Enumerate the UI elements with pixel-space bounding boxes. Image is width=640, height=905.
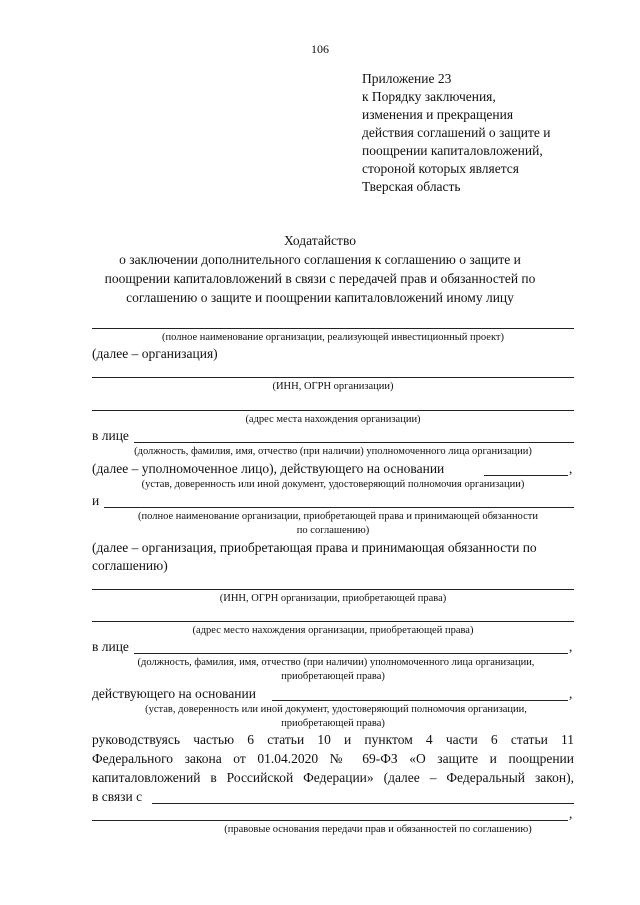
appendix-line: к Порядку заключения, [362, 89, 496, 104]
representative-field[interactable] [134, 442, 574, 443]
and-label: и [92, 493, 100, 508]
org-inn-field[interactable] [92, 377, 574, 378]
acquirer-representative-caption: (должность, фамилия, имя, отчество (при наличии) уполномоченного лица организации, [137, 657, 535, 668]
appendix-line: Тверская область [362, 179, 461, 194]
authorized-basis-field[interactable] [484, 475, 568, 476]
acting-basis-text: действующего на основании [92, 686, 256, 701]
law-reference-line: Федерального закона от 01.04.2020 № 69-ФЗ «О защите и поощрении [92, 751, 574, 766]
acquirer-name-caption: по соглашению) [296, 525, 370, 536]
acquirer-representative-field[interactable] [134, 653, 568, 654]
appendix-line: действия соглашений о защите и [362, 125, 551, 140]
law-reference-line: капиталовложений в Российской Федерации» (далее – Федеральный закон), [92, 770, 574, 785]
acquirer-basis-caption: приобретающей права) [281, 718, 385, 729]
acquirer-inn-field[interactable] [92, 589, 574, 590]
appendix-line: поощрении капиталовложений, [362, 143, 543, 158]
acquirer-inn-caption: (ИНН, ОГРН организации, приобретающей права) [219, 593, 447, 604]
org-address-field[interactable] [92, 410, 574, 411]
acquirer-representative-caption: приобретающей права) [281, 671, 385, 682]
legal-grounds-caption: (правовые основания передачи прав и обязанностей по соглашению) [224, 824, 532, 835]
comma: , [569, 686, 573, 701]
document-title [70, 231, 570, 307]
org-name-caption: (полное наименование организации, реализующей инвестиционный проект) [161, 332, 504, 343]
acquirer-name-caption: (полное наименование организации, приобретающей права и принимающей обязанности [138, 511, 538, 522]
title-line: поощрении капиталовложений в связи с передачей прав и обязанностей по [104, 271, 536, 286]
law-reference-line: руководствуясь частью 6 статьи 10 и пунктом 4 части 6 статьи 11 [92, 732, 574, 747]
due-to-label: в связи с [92, 789, 143, 804]
comma: , [569, 639, 573, 654]
org-inn-caption: (ИНН, ОГРН организации) [272, 381, 394, 392]
legal-grounds-field[interactable] [152, 803, 574, 804]
appendix-reference [362, 70, 550, 196]
org-address-caption: (адрес места нахождения организации) [245, 414, 421, 425]
acquirer-hereinafter-text: соглашению) [92, 558, 168, 573]
comma: , [569, 806, 573, 821]
basis-caption: (устав, доверенность или иной документ, удостоверяющий полномочия организации) [141, 479, 525, 490]
appendix-line: изменения и прекращения [362, 107, 514, 122]
appendix-line: Приложение 23 [362, 71, 452, 86]
page-number: 106 [311, 42, 329, 56]
acquirer-basis-field[interactable] [272, 700, 568, 701]
legal-grounds-field-continued[interactable] [92, 820, 568, 821]
representative-caption: (должность, фамилия, имя, отчество (при наличии) уполномоченного лица организации) [134, 446, 532, 457]
org-name-field[interactable] [92, 328, 574, 329]
acquirer-address-caption: (адрес место нахождения организации, приобретающей права) [192, 625, 474, 636]
appendix-line: стороной которых является [362, 161, 520, 176]
title-line: соглашению о защите и поощрении капиталовложений иному лицу [126, 290, 514, 305]
title-line: о заключении дополнительного соглашения к соглашению о защите и [119, 252, 521, 267]
title-heading: Ходатайство [284, 233, 356, 248]
acquirer-hereinafter-text: (далее – организация, приобретающая права и принимающая обязанности по [92, 540, 537, 555]
in-person-label: в лице [92, 428, 129, 443]
authorized-basis-text: (далее – уполномоченное лицо), действующего на основании [92, 461, 445, 476]
comma: , [569, 461, 573, 476]
acquirer-name-field[interactable] [104, 507, 574, 508]
acquirer-basis-caption: (устав, доверенность или иной документ, удостоверяющий полномочия организации, [145, 704, 527, 715]
acquirer-address-field[interactable] [92, 621, 574, 622]
org-hereinafter-text: (далее – организация) [92, 346, 218, 361]
in-person-label: в лице [92, 639, 129, 654]
